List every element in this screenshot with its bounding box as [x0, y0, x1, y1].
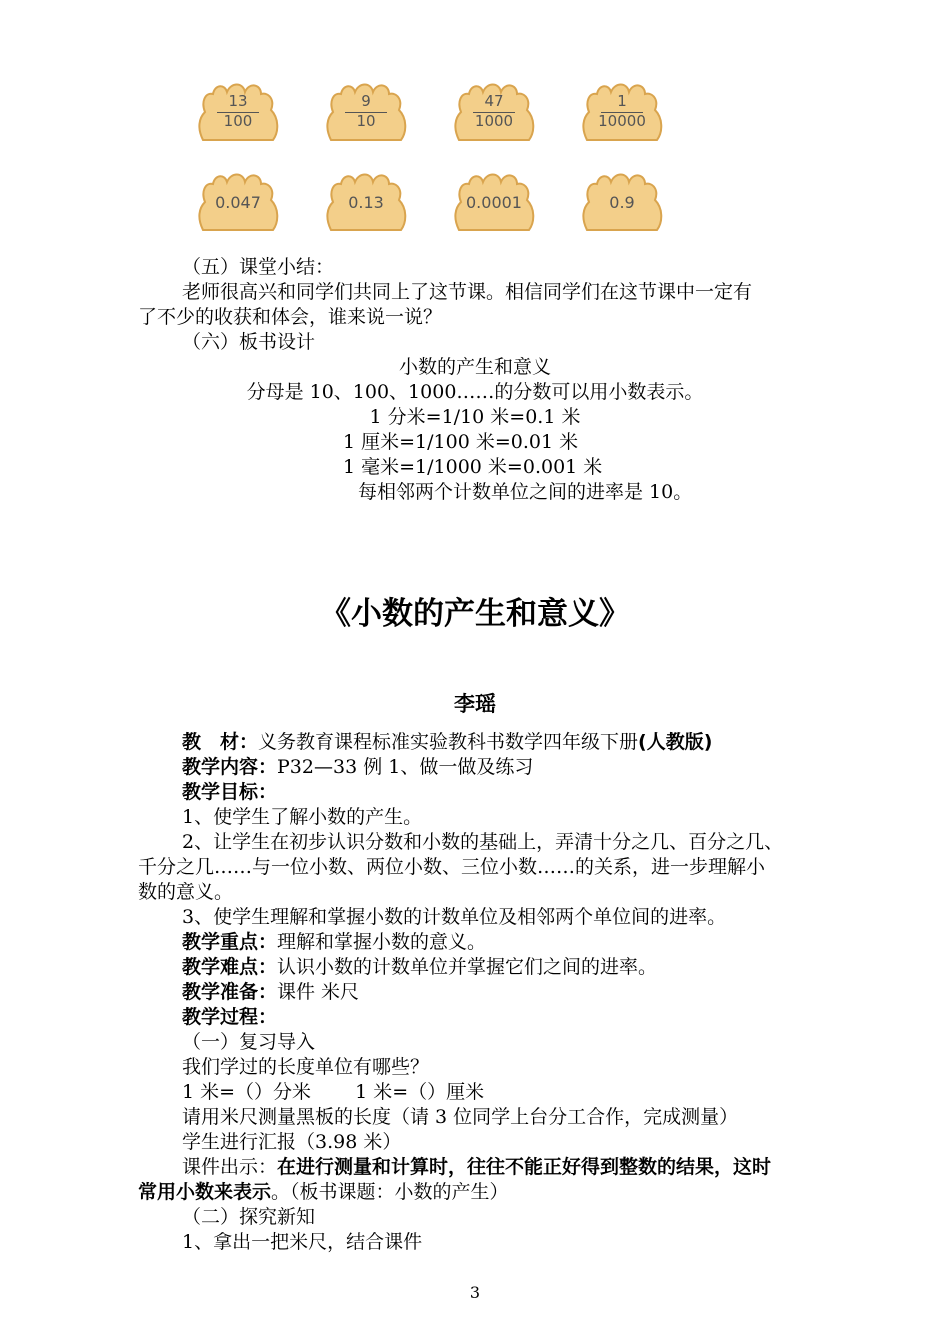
goal-2c: 数的意义。 [138, 881, 234, 903]
numerator: 9 [361, 92, 371, 110]
page-number: 3 [469, 1283, 481, 1302]
numerator: 13 [228, 92, 248, 110]
fraction-card [195, 78, 281, 142]
section5-line1: 老师很高兴和同学们共同上了这节课。相信同学们在这节课中一定有 [182, 281, 753, 303]
prep-label: 教学准备： [182, 981, 278, 1003]
process-label: 教学过程： [182, 1006, 278, 1028]
hand-card-icon [195, 78, 281, 142]
key-label: 教学重点： [182, 931, 278, 953]
material-text: 义务教育课程标准实验教科书数学四年级下册 [258, 731, 639, 753]
process-step: 学生进行汇报（3.98 米） [182, 1131, 402, 1153]
process-step: 请用米尺测量黑板的长度（请 3 位同学上台分工合作，完成测量） [182, 1106, 739, 1128]
lesson-title: 《小数的产生和意义》 [320, 596, 630, 632]
board-line: 1 分米=1/10 米=0.1 米 [369, 406, 581, 428]
decimal-card [195, 168, 281, 232]
decimal-card [451, 168, 537, 232]
goal-2b: 千分之几……与一位小数、两位小数、三位小数……的关系，进一步理解小 [138, 856, 766, 878]
fraction-card [451, 78, 537, 142]
numerator: 47 [484, 92, 504, 110]
numerator: 1 [617, 92, 627, 110]
decimal-card [323, 168, 409, 232]
denominator: 10 [356, 112, 376, 130]
content-line [182, 755, 533, 780]
goal-3: 3、使学生理解和掌握小数的计数单位及相邻两个单位间的进率。 [182, 906, 727, 928]
hand-card-icon [579, 78, 665, 142]
board-line: 小数的产生和意义 [398, 356, 551, 378]
section5-line2: 了不少的收获和体会，谁来说一说？ [138, 306, 443, 328]
courseware-bold-2: 常用小数来表示 [138, 1181, 272, 1203]
decimal-value: 0.047 [215, 193, 261, 212]
key-text: 理解和掌握小数的意义。 [277, 931, 487, 953]
goal-label: 教学目标： [182, 781, 278, 803]
process-step: 1、拿出一把米尺，结合课件 [182, 1231, 423, 1253]
material-paren: (人教版) [638, 731, 713, 753]
hand-card-icon [323, 78, 409, 142]
prep-line [182, 980, 359, 1005]
decimal-value: 0.0001 [466, 193, 522, 212]
decimal-card [579, 168, 665, 232]
fraction-card-row [195, 78, 695, 142]
denominator: 1000 [474, 112, 514, 130]
difficulty-text: 认识小数的计数单位并掌握它们之间的进率。 [277, 956, 658, 978]
courseware-line [182, 1155, 771, 1180]
content-label: 教学内容： [182, 756, 278, 778]
flashcards [195, 78, 695, 258]
courseware-label: 课件出示： [182, 1156, 278, 1178]
goal-1: 1、使学生了解小数的产生。 [182, 806, 423, 828]
difficulty-line [182, 955, 657, 980]
decimal-value: 0.13 [348, 193, 384, 212]
decimal-value: 0.9 [609, 193, 635, 212]
decimal-card-row [195, 168, 695, 232]
courseware-bold: 在进行测量和计算时，往往不能正好得到整数的结果，这时 [277, 1156, 772, 1178]
hand-card-icon [451, 78, 537, 142]
author-name: 李瑶 [454, 692, 496, 716]
process-step: （一）复习导入 [182, 1031, 316, 1053]
prep-text: 课件 米尺 [277, 981, 360, 1003]
process-step: 我们学过的长度单位有哪些？ [182, 1056, 430, 1078]
difficulty-label: 教学难点： [182, 956, 278, 978]
process-step: 1 米=（）分米 1 米=（）厘米 [182, 1081, 485, 1103]
courseware-line-2 [138, 1180, 509, 1205]
board-line: 1 毫米=1/1000 米=0.001 米 [343, 456, 603, 478]
goal-2a: 2、让学生在初步认识分数和小数的基础上，弄清十分之几、百分之几、 [182, 831, 784, 853]
material-label: 教 材： [182, 731, 259, 753]
board-line: 分母是 10、100、1000……的分数可以用小数表示。 [246, 381, 704, 403]
material-line [182, 730, 712, 755]
section6-heading: （六）板书设计 [182, 331, 316, 353]
fraction-card [323, 78, 409, 142]
board-line: 1 厘米=1/100 米=0.01 米 [343, 431, 579, 453]
courseware-note: 。（板书课题：小数的产生） [271, 1181, 509, 1203]
content-text: P32—33 例 1、做一做及练习 [277, 756, 534, 778]
section5-heading: （五）课堂小结： [182, 256, 335, 278]
denominator: 10000 [598, 112, 646, 130]
board-line: 每相邻两个计数单位之间的进率是 10。 [358, 481, 693, 503]
process-step: （二）探究新知 [182, 1206, 316, 1228]
fraction-card [579, 78, 665, 142]
key-line [182, 930, 486, 955]
denominator: 100 [223, 112, 253, 130]
